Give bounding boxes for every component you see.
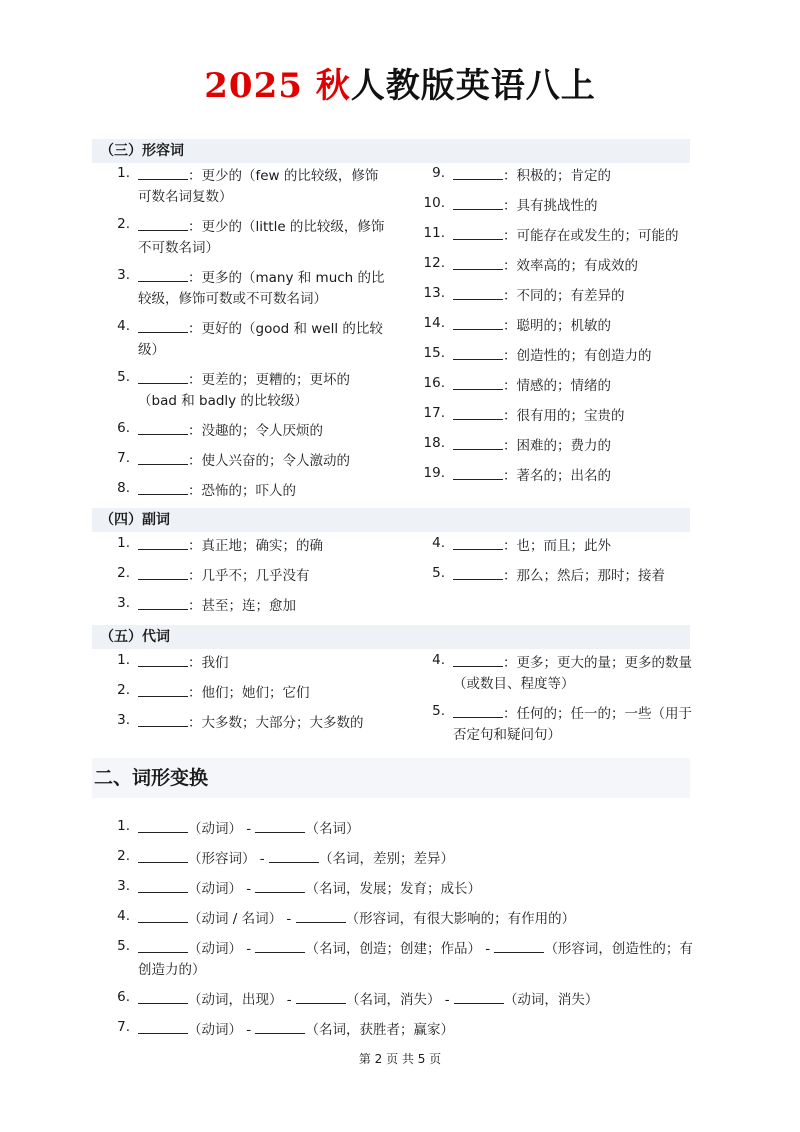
list-item xyxy=(415,165,700,187)
item-number: 3. xyxy=(117,267,130,283)
answer-blank[interactable] xyxy=(453,703,503,718)
list-item xyxy=(415,255,700,277)
list-item xyxy=(100,1019,700,1041)
answer-blank[interactable] xyxy=(453,565,503,580)
answer-blank[interactable] xyxy=(138,989,188,1004)
item-text: ：著名的；出名的 xyxy=(503,468,611,484)
answer-blank[interactable] xyxy=(453,225,503,240)
item-text: （形容词，创造性的；有创造力的） xyxy=(138,941,693,978)
item-text: ：聪明的；机敏的 xyxy=(503,318,611,334)
item-number: 1. xyxy=(117,535,130,551)
section-pronouns-header xyxy=(92,625,690,649)
page-title xyxy=(0,58,800,107)
item-text: （动词，出现） - xyxy=(188,992,292,1008)
item-text: ：真正地；确实；的确 xyxy=(188,538,323,554)
list-item xyxy=(100,878,700,900)
section-adjectives-header xyxy=(92,139,690,163)
item-number: 4. xyxy=(432,535,445,551)
list-item xyxy=(100,216,385,259)
item-text: ：具有挑战性的 xyxy=(503,198,598,214)
answer-blank[interactable] xyxy=(138,878,188,893)
list-item xyxy=(415,315,700,337)
item-text: ：积极的；肯定的 xyxy=(503,168,611,184)
answer-blank[interactable] xyxy=(453,465,503,480)
answer-blank[interactable] xyxy=(453,255,503,270)
answer-blank[interactable] xyxy=(255,938,305,953)
item-text: （形容词，有很大影响的；有作用的） xyxy=(345,911,576,927)
list-item xyxy=(100,267,385,310)
list-item xyxy=(100,318,385,361)
answer-blank[interactable] xyxy=(138,267,188,282)
item-number: 4. xyxy=(117,908,130,924)
sec3-right-list xyxy=(415,165,700,487)
item-text: （名词，差别；差异） xyxy=(318,851,454,867)
item-text: （动词） - xyxy=(188,1022,252,1038)
title-main: 人教版英语八上 xyxy=(350,66,596,106)
list-item xyxy=(415,375,700,397)
answer-blank[interactable] xyxy=(138,480,188,495)
list-item xyxy=(100,565,385,587)
item-text: ：情感的；情绪的 xyxy=(503,378,611,394)
list-item xyxy=(100,818,700,840)
list-item xyxy=(100,535,385,557)
answer-blank[interactable] xyxy=(453,165,503,180)
item-text: （名词） xyxy=(305,821,360,837)
answer-blank[interactable] xyxy=(255,818,305,833)
answer-blank[interactable] xyxy=(138,565,188,580)
item-text: ：不同的；有差异的 xyxy=(503,288,625,304)
item-number: 2. xyxy=(117,565,130,581)
list-item xyxy=(415,565,700,587)
list-item xyxy=(415,405,700,427)
answer-blank[interactable] xyxy=(138,450,188,465)
list-item xyxy=(100,652,385,674)
answer-blank[interactable] xyxy=(453,195,503,210)
item-text: （名词，发展；发育；成长） xyxy=(305,881,481,897)
item-text: ：很有用的；宝贵的 xyxy=(503,408,625,424)
sec5-left-list xyxy=(100,652,385,734)
list-item xyxy=(415,652,700,695)
section-label: （四）副词 xyxy=(100,512,170,528)
item-text: （形容词） - xyxy=(188,851,265,867)
item-text: （动词） - xyxy=(188,941,252,957)
answer-blank[interactable] xyxy=(138,712,188,727)
item-text: （动词 / 名词） - xyxy=(188,911,292,927)
page-footer: 第 2 页 共 5 页 xyxy=(358,1052,442,1066)
answer-blank[interactable] xyxy=(138,652,188,667)
section-label: （三）形容词 xyxy=(100,143,184,159)
item-text: ：他们；她们；它们 xyxy=(188,685,310,701)
list-item xyxy=(415,195,700,217)
answer-blank[interactable] xyxy=(453,375,503,390)
item-number: 1. xyxy=(117,165,130,181)
list-item xyxy=(415,225,700,247)
title-year: 2025 秋 xyxy=(204,66,351,106)
list-item xyxy=(415,285,700,307)
answer-blank[interactable] xyxy=(138,848,188,863)
item-number: 9. xyxy=(432,165,445,181)
list-item xyxy=(100,682,385,704)
answer-blank[interactable] xyxy=(453,535,503,550)
sec3-left-list xyxy=(100,165,385,502)
item-text: ：更少的（few 的比较级，修饰可数名词复数） xyxy=(138,168,379,205)
item-number: 19. xyxy=(423,465,445,481)
list-item xyxy=(100,908,700,930)
list-item xyxy=(415,465,700,487)
answer-blank[interactable] xyxy=(138,318,188,333)
answer-blank[interactable] xyxy=(138,420,188,435)
part-label: 二、词形变换 xyxy=(94,767,209,789)
item-text: ：几乎不；几乎没有 xyxy=(188,568,310,584)
sec4-left-list xyxy=(100,535,385,617)
item-number: 3. xyxy=(117,595,130,611)
list-item xyxy=(100,989,700,1011)
list-item xyxy=(100,165,385,208)
item-text: （名词，创造；创建；作品） - xyxy=(305,941,491,957)
list-item xyxy=(415,535,700,557)
answer-blank[interactable] xyxy=(138,216,188,231)
answer-blank[interactable] xyxy=(494,938,544,953)
item-text: ：困难的；费力的 xyxy=(503,438,611,454)
answer-blank[interactable] xyxy=(138,165,188,180)
item-text: ：更好的（good 和 well 的比较级） xyxy=(138,321,383,358)
item-number: 5. xyxy=(117,369,130,385)
list-item xyxy=(415,345,700,367)
item-text: ：创造性的；有创造力的 xyxy=(503,348,652,364)
answer-blank[interactable] xyxy=(453,285,503,300)
answer-blank[interactable] xyxy=(138,818,188,833)
answer-blank[interactable] xyxy=(138,938,188,953)
list-item xyxy=(100,450,385,472)
item-text: ：更多；更大的量；更多的数量（或数目、程度等） xyxy=(453,655,692,692)
item-text: ：更少的（little 的比较级，修饰不可数名词） xyxy=(138,219,385,256)
answer-blank[interactable] xyxy=(138,595,188,610)
answer-blank[interactable] xyxy=(269,848,319,863)
answer-blank[interactable] xyxy=(453,315,503,330)
item-text: ：那么；然后；那时；接着 xyxy=(503,568,665,584)
item-number: 15. xyxy=(423,345,445,361)
item-text: ：大多数；大部分；大多数的 xyxy=(188,715,364,731)
answer-blank[interactable] xyxy=(255,1019,305,1034)
item-text: ：也；而且；此外 xyxy=(503,538,611,554)
section-label: （五）代词 xyxy=(100,629,170,645)
answer-blank[interactable] xyxy=(453,405,503,420)
answer-blank[interactable] xyxy=(453,435,503,450)
item-number: 6. xyxy=(117,989,130,1005)
item-text: ：我们 xyxy=(188,655,229,671)
answer-blank[interactable] xyxy=(138,535,188,550)
sec4-right-list xyxy=(415,535,700,587)
list-item xyxy=(100,848,700,870)
list-item xyxy=(100,595,385,617)
list-item xyxy=(100,712,385,734)
list-item xyxy=(100,369,385,412)
item-text: ：没趣的；令人厌烦的 xyxy=(188,423,323,439)
list-item xyxy=(415,703,700,746)
item-number: 14. xyxy=(423,315,445,331)
item-text: （动词） - xyxy=(188,821,252,837)
item-text: ：恐怖的；吓人的 xyxy=(188,483,296,499)
answer-blank[interactable] xyxy=(138,369,188,384)
item-number: 5. xyxy=(117,938,130,954)
answer-blank[interactable] xyxy=(138,682,188,697)
item-number: 6. xyxy=(117,420,130,436)
item-number: 2. xyxy=(117,848,130,864)
item-text: ：甚至；连；愈加 xyxy=(188,598,296,614)
list-item xyxy=(100,480,385,502)
answer-blank[interactable] xyxy=(296,908,346,923)
section-adverbs-header xyxy=(92,508,690,532)
item-number: 4. xyxy=(432,652,445,668)
item-number: 3. xyxy=(117,712,130,728)
item-number: 2. xyxy=(117,682,130,698)
item-number: 11. xyxy=(423,225,445,241)
item-number: 16. xyxy=(423,375,445,391)
item-text: ：效率高的；有成效的 xyxy=(503,258,638,274)
item-text: ：更差的；更糟的；更坏的（bad 和 badly 的比较级） xyxy=(138,372,350,409)
item-number: 4. xyxy=(117,318,130,334)
item-text: ：使人兴奋的；令人激动的 xyxy=(188,453,350,469)
item-number: 8. xyxy=(117,480,130,496)
item-text: （动词，消失） xyxy=(503,992,599,1008)
item-number: 5. xyxy=(432,565,445,581)
answer-blank[interactable] xyxy=(453,652,503,667)
item-number: 7. xyxy=(117,1019,130,1035)
answer-blank[interactable] xyxy=(255,878,305,893)
item-number: 3. xyxy=(117,878,130,894)
item-number: 18. xyxy=(423,435,445,451)
item-text: （名词，获胜者；赢家） xyxy=(305,1022,454,1038)
list-item xyxy=(415,435,700,457)
item-text: ：更多的（many 和 much 的比较级，修饰可数或不可数名词） xyxy=(138,270,385,307)
item-number: 1. xyxy=(117,652,130,668)
item-number: 7. xyxy=(117,450,130,466)
item-number: 17. xyxy=(423,405,445,421)
item-number: 12. xyxy=(423,255,445,271)
item-number: 2. xyxy=(117,216,130,232)
item-number: 10. xyxy=(423,195,445,211)
item-number: 5. xyxy=(432,703,445,719)
item-text: ：任何的；任一的；一些（用于否定句和疑问句） xyxy=(453,706,692,743)
item-text: （名词，消失） - xyxy=(345,992,450,1008)
word-form-list xyxy=(100,818,700,1041)
item-text: （动词） - xyxy=(188,881,252,897)
part-two-header xyxy=(92,758,690,798)
item-number: 13. xyxy=(423,285,445,301)
item-text: ：可能存在或发生的；可能的 xyxy=(503,228,679,244)
sec5-right-list xyxy=(415,652,700,746)
answer-blank[interactable] xyxy=(454,989,504,1004)
answer-blank[interactable] xyxy=(453,345,503,360)
answer-blank[interactable] xyxy=(138,908,188,923)
list-item xyxy=(100,938,700,981)
answer-blank[interactable] xyxy=(138,1019,188,1034)
list-item xyxy=(100,420,385,442)
item-number: 1. xyxy=(117,818,130,834)
answer-blank[interactable] xyxy=(296,989,346,1004)
